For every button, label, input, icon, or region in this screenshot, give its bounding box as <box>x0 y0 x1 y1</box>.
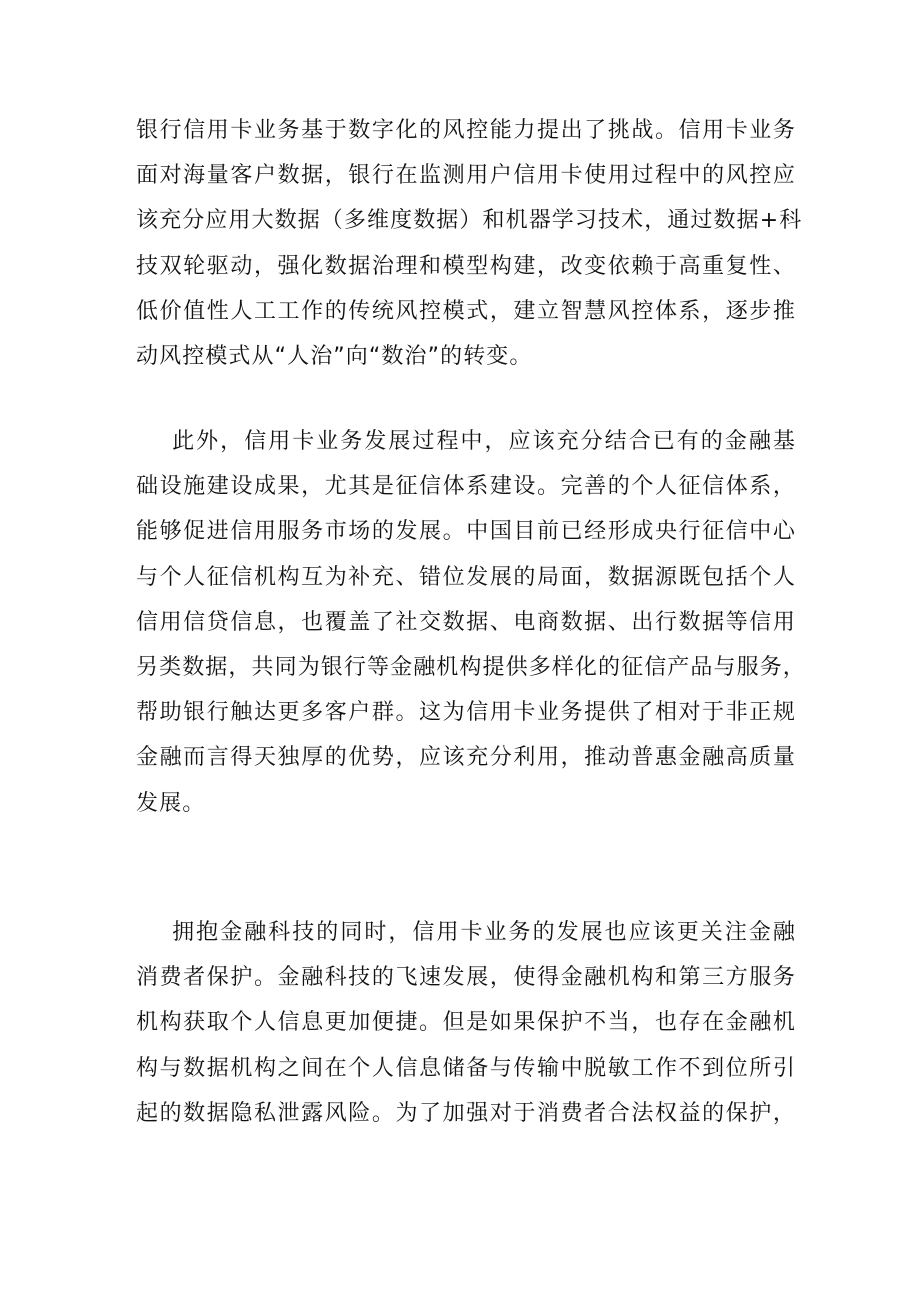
text-line: 技双轮驱动，强化数据治理和模型构建，改变依赖于高重复性、 <box>136 253 796 279</box>
text-line: 消费者保护。金融科技的飞速发展，使得金融机构和第三方服务 <box>136 965 796 991</box>
paragraph-1 <box>136 108 803 379</box>
paragraph-2 <box>136 419 806 826</box>
text-line: 金融而言得天独厚的优势，应该充分利用，推动普惠金融高质量 <box>136 745 796 771</box>
text-line: 能够促进信用服务市场的发展。中国目前已经形成央行征信中心 <box>136 519 796 545</box>
text-line: 发展。 <box>136 790 206 816</box>
text-line: 起的数据隐私泄露风险。为了加强对于消费者合法权益的保护， <box>136 1100 796 1126</box>
text-line: 础设施建设成果，尤其是征信体系建设。完善的个人征信体系， <box>136 474 796 500</box>
text-line: 与个人征信机构互为补充、错位发展的局面，数据源既包括个人 <box>136 564 796 590</box>
text-line: 低价值性人工工作的传统风控模式，建立智慧风控体系，逐步推 <box>136 298 796 324</box>
text-line: 构与数据机构之间在个人信息储备与传输中脱敏工作不到位所引 <box>136 1055 796 1081</box>
text-line: 银行信用卡业务基于数字化的风控能力提出了挑战。信用卡业务 <box>136 118 796 143</box>
text-line: 动风控模式从“人治”向“数治”的转变。 <box>136 343 533 369</box>
text-line: 信用信贷信息，也覆盖了社交数据、电商数据、出行数据等信用 <box>136 609 796 635</box>
text-line: 帮助银行触达更多客户群。这为信用卡业务提供了相对于非正规 <box>136 700 796 726</box>
text-line: 面对海量客户数据，银行在监测用户信用卡使用过程中的风控应 <box>136 163 796 189</box>
text-line: 此外，信用卡业务发展过程中，应该充分结合已有的金融基 <box>136 429 796 454</box>
text-line: 另类数据，共同为银行等金融机构提供多样化的征信产品与服务， <box>136 654 806 680</box>
text-line: 拥抱金融科技的同时，信用卡业务的发展也应该更关注金融 <box>136 920 796 945</box>
paragraph-3 <box>136 910 796 1136</box>
text-line: 该充分应用大数据（多维度数据）和机器学习技术，通过数据+科 <box>136 208 803 234</box>
text-line: 机构获取个人信息更加便捷。但是如果保护不当，也存在金融机 <box>136 1010 796 1036</box>
